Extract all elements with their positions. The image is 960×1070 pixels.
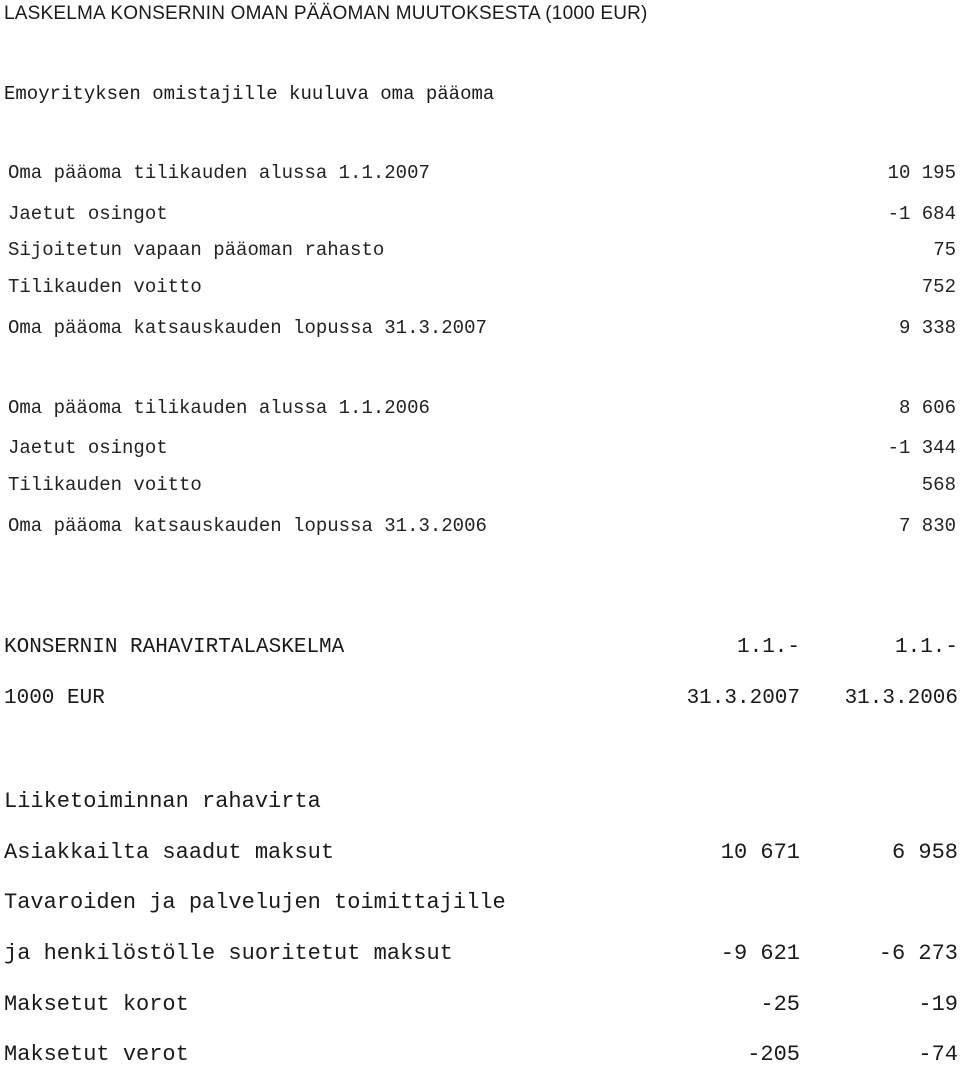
row-label: Oma pääoma tilikauden alussa 1.1.2007 xyxy=(8,162,430,184)
table-row xyxy=(4,941,958,969)
row-label: Jaetut osingot xyxy=(8,437,168,459)
row-label: Tavaroiden ja palvelujen toimittajille xyxy=(4,890,506,915)
row-label: Asiakkailta saadut maksut xyxy=(4,840,335,865)
document-title: LASKELMA KONSERNIN OMAN PÄÄOMAN MUUTOKSESTA (1000 EUR) xyxy=(4,3,648,24)
table-row xyxy=(8,161,956,185)
table-row xyxy=(4,840,958,868)
row-value: 75 xyxy=(933,239,956,261)
row-value-2006: -74 xyxy=(918,1042,958,1067)
row-value-2007: -25 xyxy=(760,992,800,1017)
cashflow-unit: 1000 EUR xyxy=(4,687,105,710)
table-row xyxy=(8,202,956,226)
row-label: Sijoitetun vapaan pääoman rahasto xyxy=(8,239,385,261)
table-row xyxy=(8,396,956,420)
column-header-2006-bottom: 31.3.2006 xyxy=(844,687,958,710)
row-label: Maksetut korot xyxy=(4,992,189,1017)
row-value: 10 195 xyxy=(887,162,956,184)
table-row xyxy=(8,473,956,497)
row-label: Oma pääoma katsauskauden lopussa 31.3.2007 xyxy=(8,317,487,339)
table-row xyxy=(8,275,956,299)
column-header-2006-top: 1.1.- xyxy=(894,636,958,659)
row-label: Tilikauden voitto xyxy=(8,276,202,298)
row-label: Jaetut osingot xyxy=(8,203,168,225)
row-label: Tilikauden voitto xyxy=(8,474,202,496)
table-row xyxy=(8,238,956,262)
row-value: -1 684 xyxy=(887,203,956,225)
section-subtitle: Emoyrityksen omistajille kuuluva oma pääoma xyxy=(4,83,495,105)
row-label: Maksetut verot xyxy=(4,1042,189,1067)
row-value: 7 830 xyxy=(898,515,956,537)
row-value: 752 xyxy=(921,276,956,298)
row-value-2007: -205 xyxy=(747,1042,800,1067)
row-value: 8 606 xyxy=(898,397,956,419)
cashflow-unit-row xyxy=(4,687,958,715)
table-row xyxy=(8,514,956,538)
row-label: Oma pääoma tilikauden alussa 1.1.2006 xyxy=(8,397,430,419)
row-value-2007: -9 621 xyxy=(720,941,800,966)
table-row xyxy=(4,1042,958,1070)
column-header-2007-bottom: 31.3.2007 xyxy=(686,687,800,710)
row-value: 568 xyxy=(921,474,956,496)
row-label: Oma pääoma katsauskauden lopussa 31.3.2006 xyxy=(8,515,487,537)
table-row xyxy=(4,992,958,1020)
table-row xyxy=(4,890,958,918)
table-row xyxy=(8,436,956,460)
section-heading-row xyxy=(4,789,958,817)
column-header-2007-top: 1.1.- xyxy=(736,636,800,659)
row-value-2006: 6 958 xyxy=(891,840,958,865)
row-value-2007: 10 671 xyxy=(720,840,800,865)
cashflow-title: KONSERNIN RAHAVIRTALASKELMA xyxy=(4,636,345,659)
row-label: ja henkilöstölle suoritetut maksut xyxy=(4,941,453,966)
row-value-2006: -19 xyxy=(918,992,958,1017)
table-row xyxy=(8,316,956,340)
row-value-2006: -6 273 xyxy=(878,941,958,966)
cashflow-title-row xyxy=(4,636,958,664)
row-value: -1 344 xyxy=(887,437,956,459)
row-value: 9 338 xyxy=(898,317,956,339)
section-heading: Liiketoiminnan rahavirta xyxy=(4,789,321,814)
